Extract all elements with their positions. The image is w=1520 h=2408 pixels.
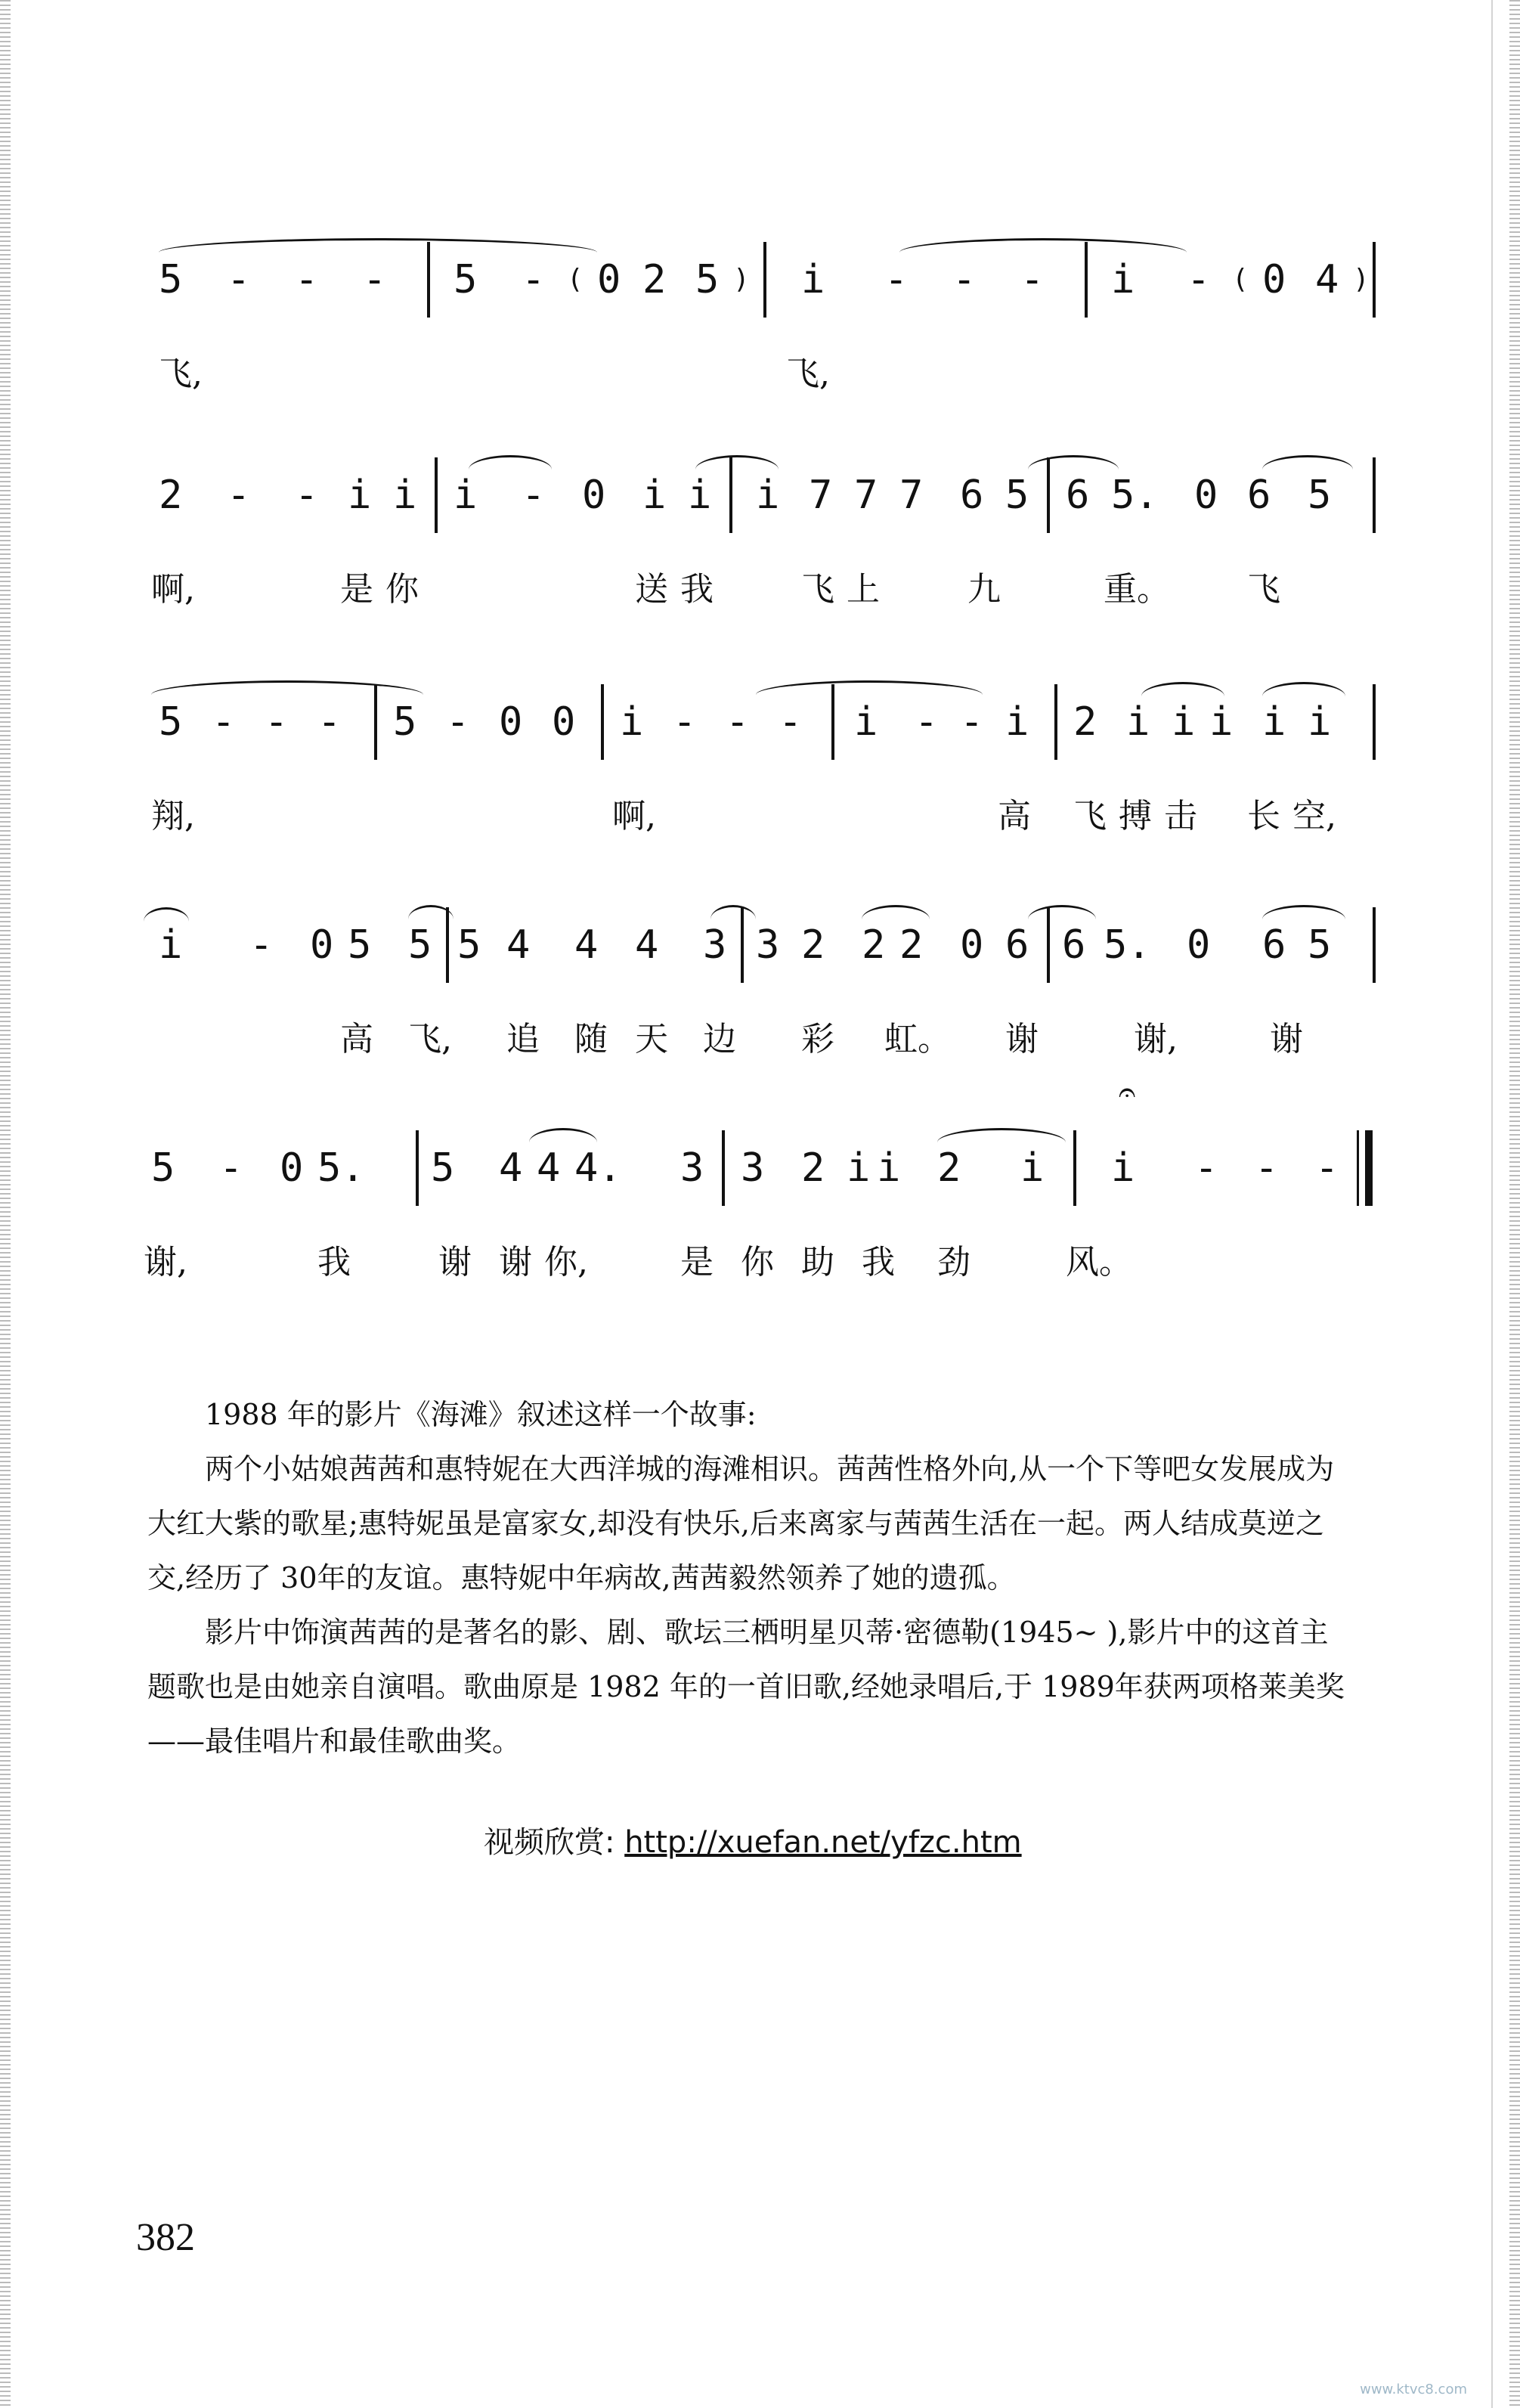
- lyric: 高: [998, 797, 1031, 835]
- note: i: [1209, 699, 1234, 745]
- lyric: 飞,: [786, 355, 830, 393]
- note: 7: [899, 473, 924, 518]
- lyric: 我: [317, 1243, 351, 1281]
- score-system-2: [136, 439, 1376, 620]
- note: 2: [862, 922, 886, 968]
- lyric: 是: [340, 570, 373, 609]
- barline: [601, 684, 604, 760]
- barline: [1373, 907, 1376, 983]
- note: i: [1020, 1145, 1045, 1191]
- intro-line: 1988 年的影片《海滩》叙述这样一个故事:: [205, 1398, 757, 1431]
- note: 5: [151, 1145, 175, 1191]
- note: i: [1172, 699, 1196, 745]
- note: i: [1111, 1145, 1135, 1191]
- paragraph: 两个小姑娘茜茜和惠特妮在大西洋城的海滩相识。茜茜性格外向,从一个下等吧女发展成为大红大紫的歌星;惠特妮虽是富家女,却没有快乐,后来离家与茜茜生活在一起。两人结成莫逆之交,经历了 30年的友谊。惠特妮中年病故,茜茜毅然领养了她的遗孤。: [147, 1452, 1335, 1594]
- note: 5: [695, 257, 720, 302]
- note: 5: [1005, 473, 1029, 518]
- lyrics-line: [136, 1240, 1376, 1285]
- page-border-right: [1509, 0, 1520, 2408]
- note: -: [960, 699, 984, 745]
- note: 5: [408, 922, 432, 968]
- note: i: [756, 473, 780, 518]
- note: (: [567, 264, 584, 295]
- note: 5: [159, 699, 183, 745]
- lyric: 天: [635, 1020, 668, 1058]
- notation-line: [136, 888, 1376, 1002]
- lyric: 谢,: [144, 1243, 187, 1281]
- note: 4: [537, 1145, 561, 1191]
- note: 0: [1187, 922, 1211, 968]
- note: -: [726, 699, 750, 745]
- barline: [763, 242, 766, 318]
- lyric: 飞,: [408, 1020, 452, 1058]
- note: -: [295, 473, 319, 518]
- lyric: 啊,: [612, 797, 656, 835]
- note: -: [1255, 1145, 1279, 1191]
- note: 4: [574, 922, 599, 968]
- note: i: [1308, 699, 1332, 745]
- lyric: 谢: [499, 1243, 532, 1281]
- note: 5: [454, 257, 478, 302]
- video-link: [484, 1818, 1022, 1861]
- note: ): [733, 264, 750, 295]
- note: i: [847, 1145, 871, 1191]
- note: -: [522, 257, 546, 302]
- note: 6: [1005, 922, 1029, 968]
- note: 5: [393, 699, 417, 745]
- lyric: 飞: [1247, 570, 1280, 609]
- lyric: 边: [703, 1020, 736, 1058]
- note: 0: [280, 1145, 304, 1191]
- note: -: [265, 699, 289, 745]
- note: 3: [756, 922, 780, 968]
- note: -: [915, 699, 939, 745]
- note: 5: [159, 257, 183, 302]
- lyrics-line: [136, 794, 1376, 839]
- note: 2: [159, 473, 183, 518]
- note: -: [212, 699, 236, 745]
- barline: [741, 907, 744, 983]
- note: 2: [1073, 699, 1097, 745]
- note: -: [1194, 1145, 1218, 1191]
- lyric: 谢,: [1134, 1020, 1178, 1058]
- barline: [831, 684, 834, 760]
- note: 0: [1194, 473, 1218, 518]
- score-system-4: [136, 888, 1376, 1070]
- page-number: 382: [136, 2216, 195, 2259]
- barline: [1047, 457, 1050, 533]
- note: 5: [348, 922, 372, 968]
- note: 2: [642, 257, 667, 302]
- lyrics-line: [136, 567, 1376, 612]
- lyric: 飞: [801, 570, 834, 609]
- lyric: 长: [1247, 797, 1280, 835]
- lyric: 空,: [1292, 797, 1336, 835]
- note: -: [884, 257, 909, 302]
- barline: [729, 457, 732, 533]
- note: -: [673, 699, 697, 745]
- note: 5.: [1111, 473, 1159, 518]
- barline: [416, 1130, 419, 1206]
- barline: [1085, 242, 1088, 318]
- article-text: [147, 1387, 1357, 1768]
- note: 0: [310, 922, 334, 968]
- notation-line: [136, 223, 1376, 336]
- note: ): [1353, 264, 1370, 295]
- barline: [446, 907, 449, 983]
- note: 0: [1262, 257, 1286, 302]
- note: 3: [703, 922, 727, 968]
- note: 5.: [317, 1145, 365, 1191]
- barline: [427, 242, 430, 318]
- note: 2: [937, 1145, 961, 1191]
- barline: [1373, 242, 1376, 318]
- note: -: [317, 699, 342, 745]
- barline: [374, 684, 377, 760]
- note: 4.: [574, 1145, 622, 1191]
- note: i: [393, 473, 417, 518]
- notation-line: [136, 1111, 1376, 1225]
- lyric: 风。: [1066, 1243, 1132, 1281]
- note: i: [159, 922, 183, 968]
- note: i: [1262, 699, 1286, 745]
- lyric: 随: [574, 1020, 608, 1058]
- note: -: [1020, 257, 1045, 302]
- note: -: [1315, 1145, 1339, 1191]
- note: -: [952, 257, 977, 302]
- lyric: 谢: [438, 1243, 472, 1281]
- note: -: [779, 699, 803, 745]
- note: i: [877, 1145, 901, 1191]
- note: 5: [1308, 922, 1332, 968]
- lyric: 重。: [1104, 570, 1170, 609]
- lyric: 追: [506, 1020, 540, 1058]
- note: 0: [597, 257, 621, 302]
- note: -: [249, 922, 274, 968]
- note: -: [227, 257, 251, 302]
- note: i: [1111, 257, 1135, 302]
- note: 5: [431, 1145, 455, 1191]
- note: 6: [960, 473, 984, 518]
- notation-line: [136, 665, 1376, 779]
- score-system-3: [136, 665, 1376, 847]
- note: -: [227, 473, 251, 518]
- note: i: [348, 473, 372, 518]
- note: 2: [899, 922, 924, 968]
- lyric: 彩: [801, 1020, 834, 1058]
- note: 2: [801, 922, 825, 968]
- note: i: [688, 473, 712, 518]
- note: i: [854, 699, 878, 745]
- lyric: 飞,: [159, 355, 203, 393]
- note: i: [1126, 699, 1150, 745]
- paragraph: 影片中饰演茜茜的是著名的影、剧、歌坛三栖明星贝蒂·密德勒(1945~ ),影片中的这首主题歌也是由她亲自演唱。歌曲原是 1982 年的一首旧歌,经她录唱后,于 1989年获两项格莱美奖——最佳唱片和最佳歌曲奖。: [147, 1616, 1345, 1758]
- note: 0: [582, 473, 606, 518]
- lyric: 击: [1164, 797, 1197, 835]
- note: i: [642, 473, 667, 518]
- barline: [1373, 457, 1376, 533]
- lyric: 搏: [1119, 797, 1152, 835]
- lyrics-line: [136, 352, 1376, 397]
- lyric: 你: [741, 1243, 774, 1281]
- note: 4: [1315, 257, 1339, 302]
- note: 0: [552, 699, 576, 745]
- barline: [1073, 1130, 1076, 1206]
- note: 4: [499, 1145, 523, 1191]
- notation-line: [136, 439, 1376, 552]
- note: 4: [635, 922, 659, 968]
- lyric: 啊,: [151, 570, 195, 609]
- note: 6: [1247, 473, 1271, 518]
- lyric: 助: [801, 1243, 834, 1281]
- note: 3: [741, 1145, 765, 1191]
- video-label: 视频欣赏:: [484, 1825, 615, 1860]
- watermark: www.ktvc8.com: [1360, 2382, 1467, 2397]
- note: 0: [499, 699, 523, 745]
- note: -: [446, 699, 470, 745]
- barline: [435, 457, 438, 533]
- note: 0: [960, 922, 984, 968]
- final-barline-thin: [1357, 1130, 1359, 1206]
- note: -: [1187, 257, 1211, 302]
- final-barline-thick: [1365, 1130, 1373, 1206]
- note: -: [295, 257, 319, 302]
- lyric: 是: [680, 1243, 714, 1281]
- note: -: [219, 1145, 243, 1191]
- lyric: 送: [635, 570, 668, 609]
- note: 6: [1262, 922, 1286, 968]
- lyric: 翔,: [151, 797, 195, 835]
- score-system-5: [136, 1075, 1376, 1293]
- note: 6: [1062, 922, 1086, 968]
- barline: [1373, 684, 1376, 760]
- note: 5: [1308, 473, 1332, 518]
- lyrics-line: [136, 1017, 1376, 1062]
- score-system-1: [136, 223, 1376, 404]
- lyric: 谢: [1005, 1020, 1039, 1058]
- note: 6: [1066, 473, 1090, 518]
- note: i: [620, 699, 644, 745]
- lyric: 飞: [1073, 797, 1107, 835]
- barline: [1054, 684, 1057, 760]
- note: 5: [457, 922, 481, 968]
- note: i: [1005, 699, 1029, 745]
- video-url[interactable]: http://xuefan.net/yfzc.htm: [624, 1825, 1022, 1860]
- lyric: 谢: [1270, 1020, 1303, 1058]
- note: i: [801, 257, 825, 302]
- note: -: [522, 473, 546, 518]
- note: (: [1232, 264, 1249, 295]
- barline: [1047, 907, 1050, 983]
- note: 3: [680, 1145, 704, 1191]
- note: -: [363, 257, 387, 302]
- page-border-right-inner: [1491, 0, 1493, 2408]
- lyric: 九: [967, 570, 1001, 609]
- lyric: 你: [385, 570, 419, 609]
- lyric: 我: [862, 1243, 895, 1281]
- lyric: 上: [847, 570, 880, 609]
- barline: [722, 1130, 725, 1206]
- lyric: 高: [340, 1020, 373, 1058]
- note: 4: [506, 922, 531, 968]
- note: 5.: [1104, 922, 1151, 968]
- fermata-icon: 𝄐: [1119, 1075, 1136, 1110]
- lyric: 虹。: [884, 1020, 951, 1058]
- lyric: 我: [680, 570, 714, 609]
- page-border-left: [0, 0, 11, 2408]
- note: i: [454, 473, 478, 518]
- note: 7: [854, 473, 878, 518]
- lyric: 你,: [544, 1243, 588, 1281]
- note: 2: [801, 1145, 825, 1191]
- note: 7: [809, 473, 833, 518]
- lyric: 劲: [937, 1243, 971, 1281]
